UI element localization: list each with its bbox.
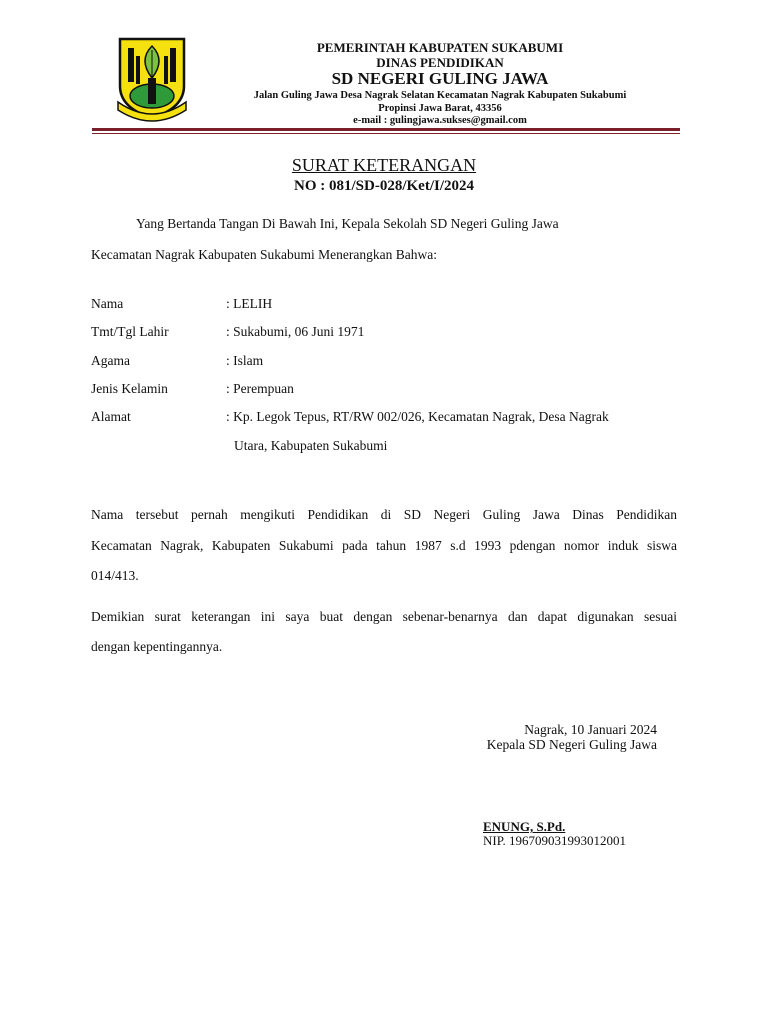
field-label-nama: Nama bbox=[91, 296, 124, 311]
field-value-birth: : Sukabumi, 06 Juni 1971 bbox=[226, 324, 365, 339]
letterhead-address: Jalan Guling Jawa Desa Nagrak Selatan Kecamatan Nagrak Kabupaten Sukabumi bbox=[253, 90, 627, 101]
intro-line-1: Yang Bertanda Tangan Di Bawah Ini, Kepala Sekolah SD Negeri Guling Jawa bbox=[136, 216, 559, 231]
paragraph-2-line-1: Demikian surat keterangan ini saya buat dengan sebenar-benarnya dan dapat digunakan sesuai bbox=[91, 609, 677, 624]
field-value-address: : Kp. Legok Tepus, RT/RW 002/026, Kecamatan Nagrak, Desa Nagrak bbox=[226, 409, 609, 424]
signature-name: ENUNG, S.Pd. bbox=[483, 819, 566, 834]
paragraph-1-line-1: Nama tersebut pernah mengikuti Pendidikan di SD Negeri Guling Jawa Dinas Pendidikan bbox=[91, 507, 677, 522]
letter-title: SURAT KETERANGAN bbox=[291, 155, 477, 175]
field-value-address-cont: Utara, Kabupaten Sukabumi bbox=[234, 438, 388, 453]
paragraph-1-line-2: Kecamatan Nagrak, Kabupaten Sukabumi pada tahun 1987 s.d 1993 pdengan nomor induk siswa bbox=[91, 538, 677, 553]
letterhead-province: Propinsi Jawa Barat, 43356 bbox=[378, 103, 502, 114]
letterhead-divider bbox=[92, 128, 680, 131]
letter-number: NO : 081/SD-028/Ket/I/2024 bbox=[294, 178, 474, 194]
field-value-religion: : Islam bbox=[226, 353, 264, 368]
paragraph-2-line-2: dengan kepentingannya. bbox=[91, 639, 223, 654]
intro-line-2: Kecamatan Nagrak Kabupaten Sukabumi Menerangkan Bahwa: bbox=[91, 247, 437, 262]
field-value-gender: : Perempuan bbox=[226, 381, 294, 396]
letterhead-email: e-mail : gulingjawa.sukses@gmail.com bbox=[353, 115, 527, 126]
field-label-religion: Agama bbox=[91, 353, 130, 368]
field-value-nama: : LELIH bbox=[226, 296, 273, 311]
school-logo bbox=[116, 36, 188, 124]
paragraph-1-line-3: 014/413. bbox=[91, 568, 139, 583]
field-label-address: Alamat bbox=[91, 409, 131, 424]
letterhead-department: DINAS PENDIDIKAN bbox=[376, 55, 504, 70]
signature-place-date: Nagrak, 10 Januari 2024 bbox=[524, 722, 657, 737]
letterhead-school-name: SD NEGERI GULING JAWA bbox=[331, 69, 549, 88]
letterhead-divider-thin bbox=[92, 133, 680, 134]
signature-position: Kepala SD Negeri Guling Jawa bbox=[486, 737, 657, 752]
letterhead-government: PEMERINTAH KABUPATEN SUKABUMI bbox=[316, 40, 564, 55]
field-label-gender: Jenis Kelamin bbox=[91, 381, 168, 396]
signature-nip: NIP. 196709031993012001 bbox=[483, 833, 627, 848]
field-label-birth: Tmt/Tgl Lahir bbox=[91, 324, 169, 339]
